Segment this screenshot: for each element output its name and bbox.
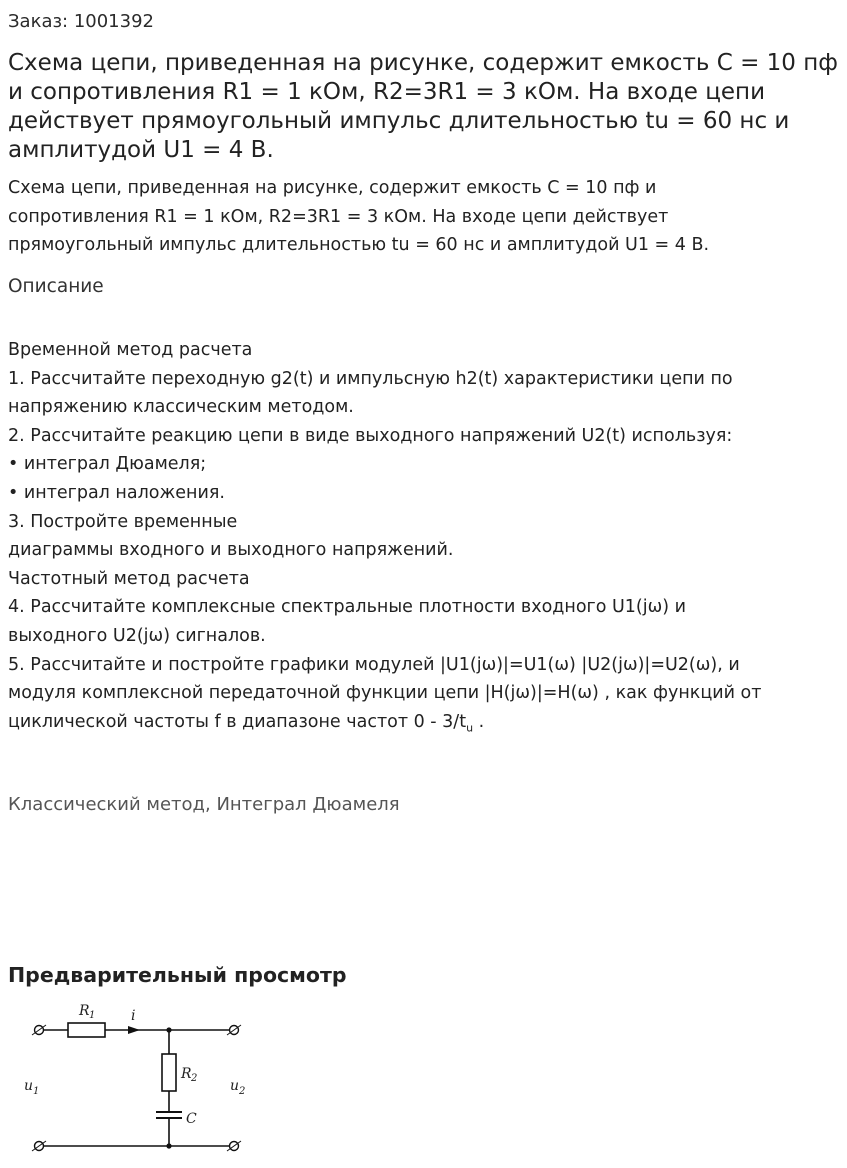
description-line: • интеграл наложения. — [8, 482, 225, 503]
description-line: 4. Рассчитайте комплексные спектральные плотности входного U1(jω) и — [8, 597, 687, 618]
description-line: • интеграл Дюамеля; — [8, 454, 207, 475]
description-line: Временной метод расчета — [8, 340, 253, 360]
current-arrow-icon — [128, 1026, 140, 1034]
description-line: диаграммы входного и выходного напряжений. — [8, 540, 454, 561]
label-current: i — [131, 1008, 136, 1024]
resistor-r2 — [162, 1054, 176, 1091]
circuit-svg — [16, 996, 256, 1168]
description-heading: Описание — [8, 276, 104, 297]
description-line: 1. Рассчитайте переходную g2(t) и импульсную h2(t) характеристики цепи по — [8, 368, 733, 389]
lead-line: прямоугольный импульс длительностью tu = 60 нс и амплитудой U1 = 4 В. — [8, 235, 710, 255]
node-bottom — [166, 1143, 171, 1148]
description-line: Частотный метод расчета — [8, 568, 250, 589]
tags-line: Классический метод, Интеграл Дюамеля — [8, 794, 400, 815]
label-u1-sub: 1 — [33, 1086, 40, 1097]
label-c: C — [186, 1111, 197, 1127]
label-r2: R — [181, 1066, 192, 1082]
lead-paragraph — [8, 174, 808, 260]
description-last-text: циклической частоты f в диапазоне частот 0 - 3/t — [8, 711, 467, 732]
label-u2-sub: 2 — [239, 1086, 246, 1097]
page-title: Схема цепи, приведенная на рисунке, содержит емкость С = 10 пф и сопротивления R1 = 1 кОм, R2=3R1 = 3 кОм. На входе цепи действует прямоугольный импульс длительностью tu = 60 нс и амплитудой U1 = 4 В. — [8, 50, 838, 163]
description-line-last — [8, 708, 840, 743]
description-body — [8, 336, 840, 743]
order-number: Заказ: 1001392 — [8, 11, 154, 32]
description-line: напряжению классическим методом. — [8, 397, 354, 418]
description-line: 2. Рассчитайте реакцию цепи в виде выходного напряжений U2(t) используя: — [8, 425, 733, 446]
description-line: выходного U2(jω) сигналов. — [8, 625, 266, 646]
lead-line: сопротивления R1 = 1 кОм, R2=3R1 = 3 кОм. На входе цепи действует — [8, 206, 669, 227]
label-r1: R — [79, 1003, 90, 1019]
description-line: 5. Рассчитайте и постройте графики модулей |U1(jω)|=U1(ω) |U2(jω)|=U2(ω), и — [8, 654, 740, 675]
label-r2-sub: 2 — [191, 1073, 198, 1084]
circuit-diagram — [16, 996, 256, 1168]
preview-heading: Предварительный просмотр — [8, 963, 347, 987]
description-last-subscript: u — [466, 721, 474, 735]
label-u2: u — [230, 1078, 240, 1094]
description-line: модуля комплексной передаточной функции цепи |H(jω)|=H(ω) , как функций от — [8, 683, 762, 704]
label-r1-sub: 1 — [89, 1010, 96, 1021]
label-u1: u — [24, 1078, 34, 1094]
description-last-suffix: . — [473, 711, 485, 732]
resistor-r1 — [68, 1023, 105, 1037]
description-line: 3. Постройте временные — [8, 511, 238, 532]
lead-line: Схема цепи, приведенная на рисунке, содержит емкость С = 10 пф и — [8, 178, 657, 198]
